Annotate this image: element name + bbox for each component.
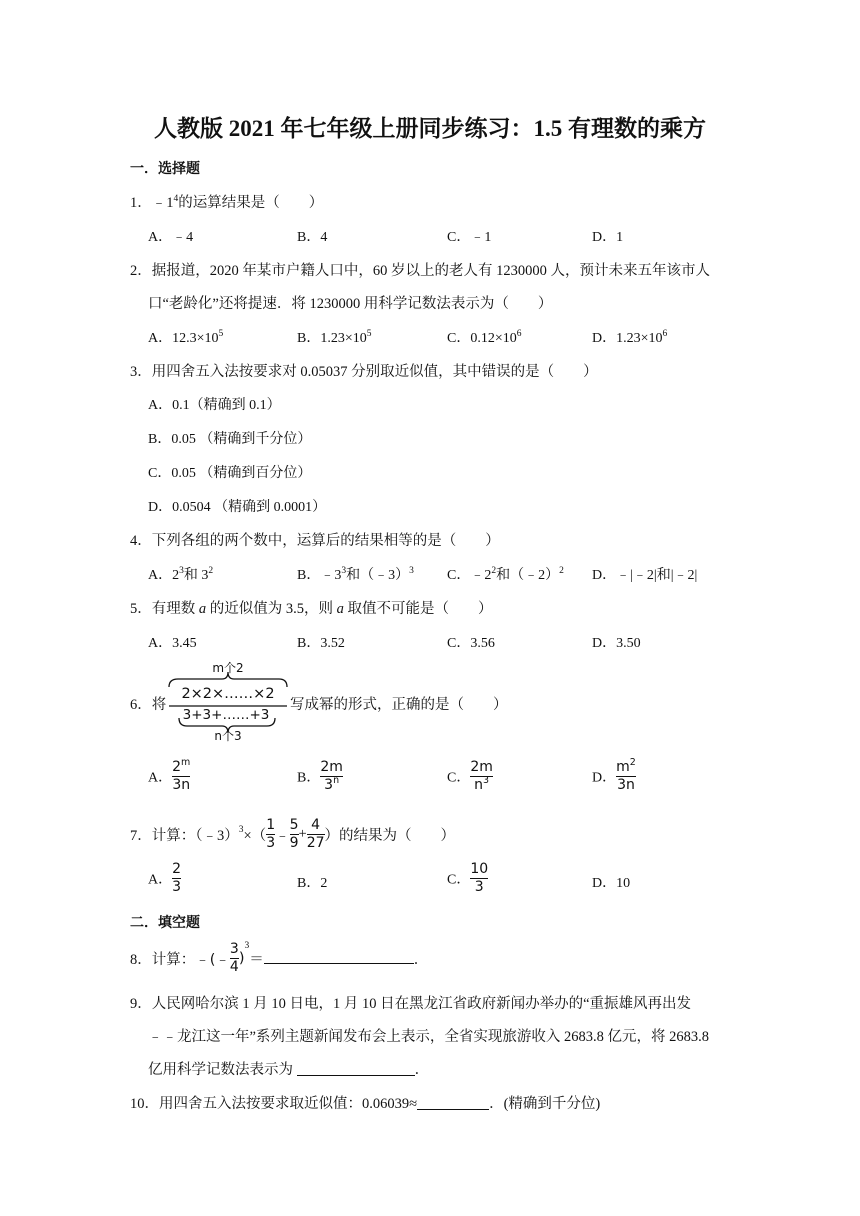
q5-option-a: A．3.45 [148,636,197,651]
q3-option-a: A．0.1（精确到 0.1） [148,398,281,413]
q7-option-c: C． $\frac{10}{3}$ [447,861,489,895]
q7-option-a: A． $\frac{2}{3}$ [148,861,182,895]
q2-option-d: D．$1.23\times 10^6$ [592,329,668,346]
q6-brace-expression [166,658,290,742]
q2-option-a: A．$12.3\times 10^5$ [148,329,224,346]
q6-option-d: D． $\frac{m^2}{3n}$ [592,757,636,793]
question-2-line-2: 口“老龄化”还将提速．将 1230000 用科学记数法表示为（ ） [148,296,553,312]
q6-denominator: 3+3+……+3 [182,707,270,723]
page-title: 人教版 2021 年七年级上册同步练习：1.5 有理数的乘方 [154,116,706,141]
section-fill-heading: 二．填空题 [130,916,200,931]
question-8: 8．计算：﹣(﹣ $\frac{3}{4}$ )$^3$＝ ． [130,940,429,975]
question-9-line-1: 9．人民网哈尔滨 1 月 10 日电，1 月 10 日在黑龙江省政府新闻办举办的“重振雄风再出发 [130,996,692,1012]
question-3: 3．用四舍五入法按要求对 0.05037 分别取近似值，其中错误的是（ ） [130,364,598,380]
q5-option-c: C．3.56 [447,636,495,651]
q6-suffix: 写成幂的形式，正确的是（ ） [290,697,508,713]
q5-option-d: D．3.50 [592,636,641,651]
q6-option-b: B． $\frac{2m}{3^n}$ [297,759,343,793]
section-choice-heading: 一．选择题 [130,162,200,177]
question-9-line-3: 亿用科学记数法表示为 ． [148,1062,430,1078]
q4-option-c: C．$﹣2^2$和（﹣2）$^2$ [447,566,564,583]
question-5: 5．有理数 a 的近似值为 3.5，则 a 取值不可能是（ ） [130,601,493,617]
q1-option-c: C．﹣1 [447,230,492,245]
q1-option-d: D．1 [592,230,624,245]
q10-answer-blank[interactable] [417,1095,489,1110]
q5-option-b: B．3.52 [297,636,345,651]
q6-prefix: 6．将 [130,697,167,713]
question-7: 7．计算：（﹣3）$^3$×（ $\frac{1}{3}$ ﹣ $\frac{5}{9}$ + $\frac{4}{27}$ ）的结果为（ ） [130,817,456,851]
q1-option-a: A．﹣4 [148,230,194,245]
q1-option-b: B．4 [297,230,328,245]
q6-option-c: C． $\frac{2m}{n^3}$ [447,759,493,793]
q3-option-d: D．0.0504 （精确到 0.0001） [148,500,327,515]
question-4: 4．下列各组的两个数中，运算后的结果相等的是（ ） [130,533,500,549]
question-1: 1．$﹣1^4$的运算结果是（ ） [130,194,324,211]
q2-option-c: C．$0.12\times 10^6$ [447,329,522,346]
q7-option-d: D．10 [592,876,631,891]
q3-option-b: B．0.05 （精确到千分位） [148,432,312,447]
q6-option-a: A． $\frac{2^m}{3n}$ [148,757,191,793]
question-2-line-1: 2．据报道，2020 年某市户籍人口中，60 岁以上的老人有 1230000 人，预计未来五年该市人 [130,263,710,279]
q6-bottom-label: n个3 [214,729,242,743]
q8-answer-blank[interactable] [264,949,414,964]
q3-option-c: C．0.05 （精确到百分位） [148,466,312,481]
q7-option-b: B．2 [297,876,328,891]
q6-numerator: 2×2×……×2 [181,686,275,702]
q6-top-label: m个2 [212,661,244,675]
q4-option-b: B．$﹣3^3$和（﹣3）$^3$ [297,566,414,583]
q4-option-a: A．$2^3$和 $3^2$ [148,566,214,583]
q9-answer-blank[interactable] [297,1061,415,1076]
question-9-line-2: ﹣﹣龙江这一年”系列主题新闻发布会上表示，全省实现旅游收入 2683.8 亿元，将 2683.8 [148,1029,710,1045]
question-10: 10．用四舍五入法按要求取近似值：0.06039≈ ．(精确到千分位) [130,1096,601,1112]
q4-option-d: D．﹣|﹣2|和|﹣2| [592,568,698,583]
q2-option-b: B．$1.23\times 10^5$ [297,329,372,346]
